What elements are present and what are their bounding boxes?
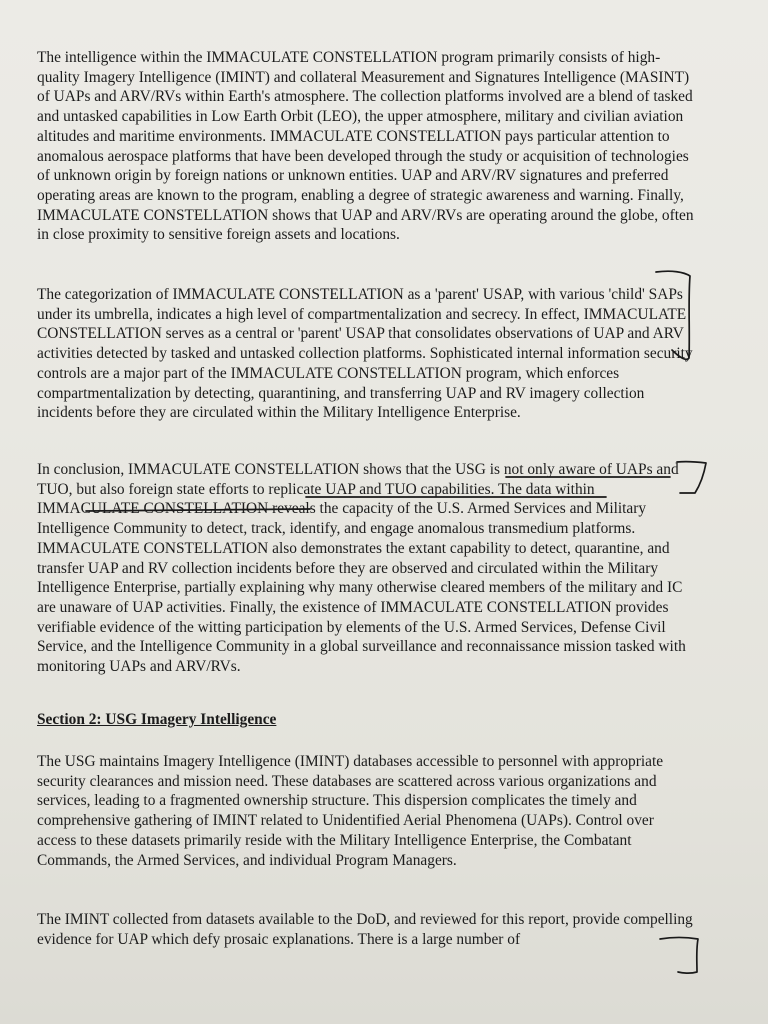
section-heading: Section 2: USG Imagery Intelligence [37, 711, 277, 728]
paragraph-usg-imint-databases: The USG maintains Imagery Intelligence (IMINT) databases accessible to personnel with appropriate security clearances and mission need. These databases are scattered across various organizations and services, leading to a fragmented ownership structure. This dispersion complicates the timely and comprehensive gathering of IMINT related to Unidentified Aerial Phenomena (UAPs). Control over access to these datasets primarily reside with the Military Intelligence Enterprise, the Combatant Commands, the Armed Services, and individual Program Managers. [37, 753, 664, 869]
paragraph-program-intelligence: The intelligence within the IMMACULATE CONSTELLATION program primarily consists of high-quality Imagery Intelligence (IMINT) and collateral Measurement and Signatures Intelligence (MASINT) of UAPs and ARV/RVs within Earth's atmosphere. The collection platforms involved are a blend of tasked and untasked capabilities in Low Earth Orbit (LEO), the upper atmosphere, military and civilian aviation altitudes and maritime environments. IMMACULATE CONSTELLATION pays particular attention to anomalous aerospace platforms that have been developed through the study or acquisition of technologies of unknown origin by foreign nations or unknown entities. UAP and ARV/RV signatures and preferred operating areas are known to the program, enabling a degree of strategic awareness and warning. Finally, IMMACULATE CONSTELLATION shows that UAP and ARV/RVs are operating around the globe, often in close proximity to sensitive foreign assets and locations. [37, 49, 694, 244]
paragraph-parent-usap: The categorization of IMMACULATE CONSTELLATION as a 'parent' USAP, with various 'child' SAPs under its umbrella, indicates a high level of compartmentalization and secrecy. In effect, IMMACULATE CONSTELLATION serves as a central or 'parent' USAP that consolidates observations of UAP and ARV activities detected by tasked and untasked collection platforms. Sophisticated internal information security controls are a major part of the IMMACULATE CONSTELLATION program, which enforces compartmentalization by detecting, quarantining, and transferring UAP and RV imagery collection incidents before they are circulated within the Military Intelligence Enterprise. [37, 286, 693, 422]
paragraph-conclusion: In conclusion, IMMACULATE CONSTELLATION shows that the USG is not only aware of UAPs and TUO, but also foreign state efforts to replicate UAP and TUO capabilities. The data within IMMACULATE CONSTELLATION reveals the capacity of the U.S. Armed Services and Military Intelligence Community to detect, track, identify, and engage anomalous transmedium platforms. IMMACULATE CONSTELLATION also demonstrates the extant capability to detect, quarantine, and transfer UAP and RV collection incidents before they are observed and circulated within the Military Intelligence Enterprise, partially explaining why many otherwise cleared members of the military and IC are unaware of UAP activities. Finally, the existence of IMMACULATE CONSTELLATION provides verifiable evidence of the witting participation by elements of the U.S. Armed Services, Defense Civil Service, and the Intelligence Community in a global surveillance and reconnaissance mission tasked with monitoring UAPs and ARV/RVs. [37, 461, 686, 676]
paragraph-imint-evidence: The IMINT collected from datasets available to the DoD, and reviewed for this report, provide compelling evidence for UAP which defy prosaic explanations. There is a large number of [37, 911, 693, 948]
